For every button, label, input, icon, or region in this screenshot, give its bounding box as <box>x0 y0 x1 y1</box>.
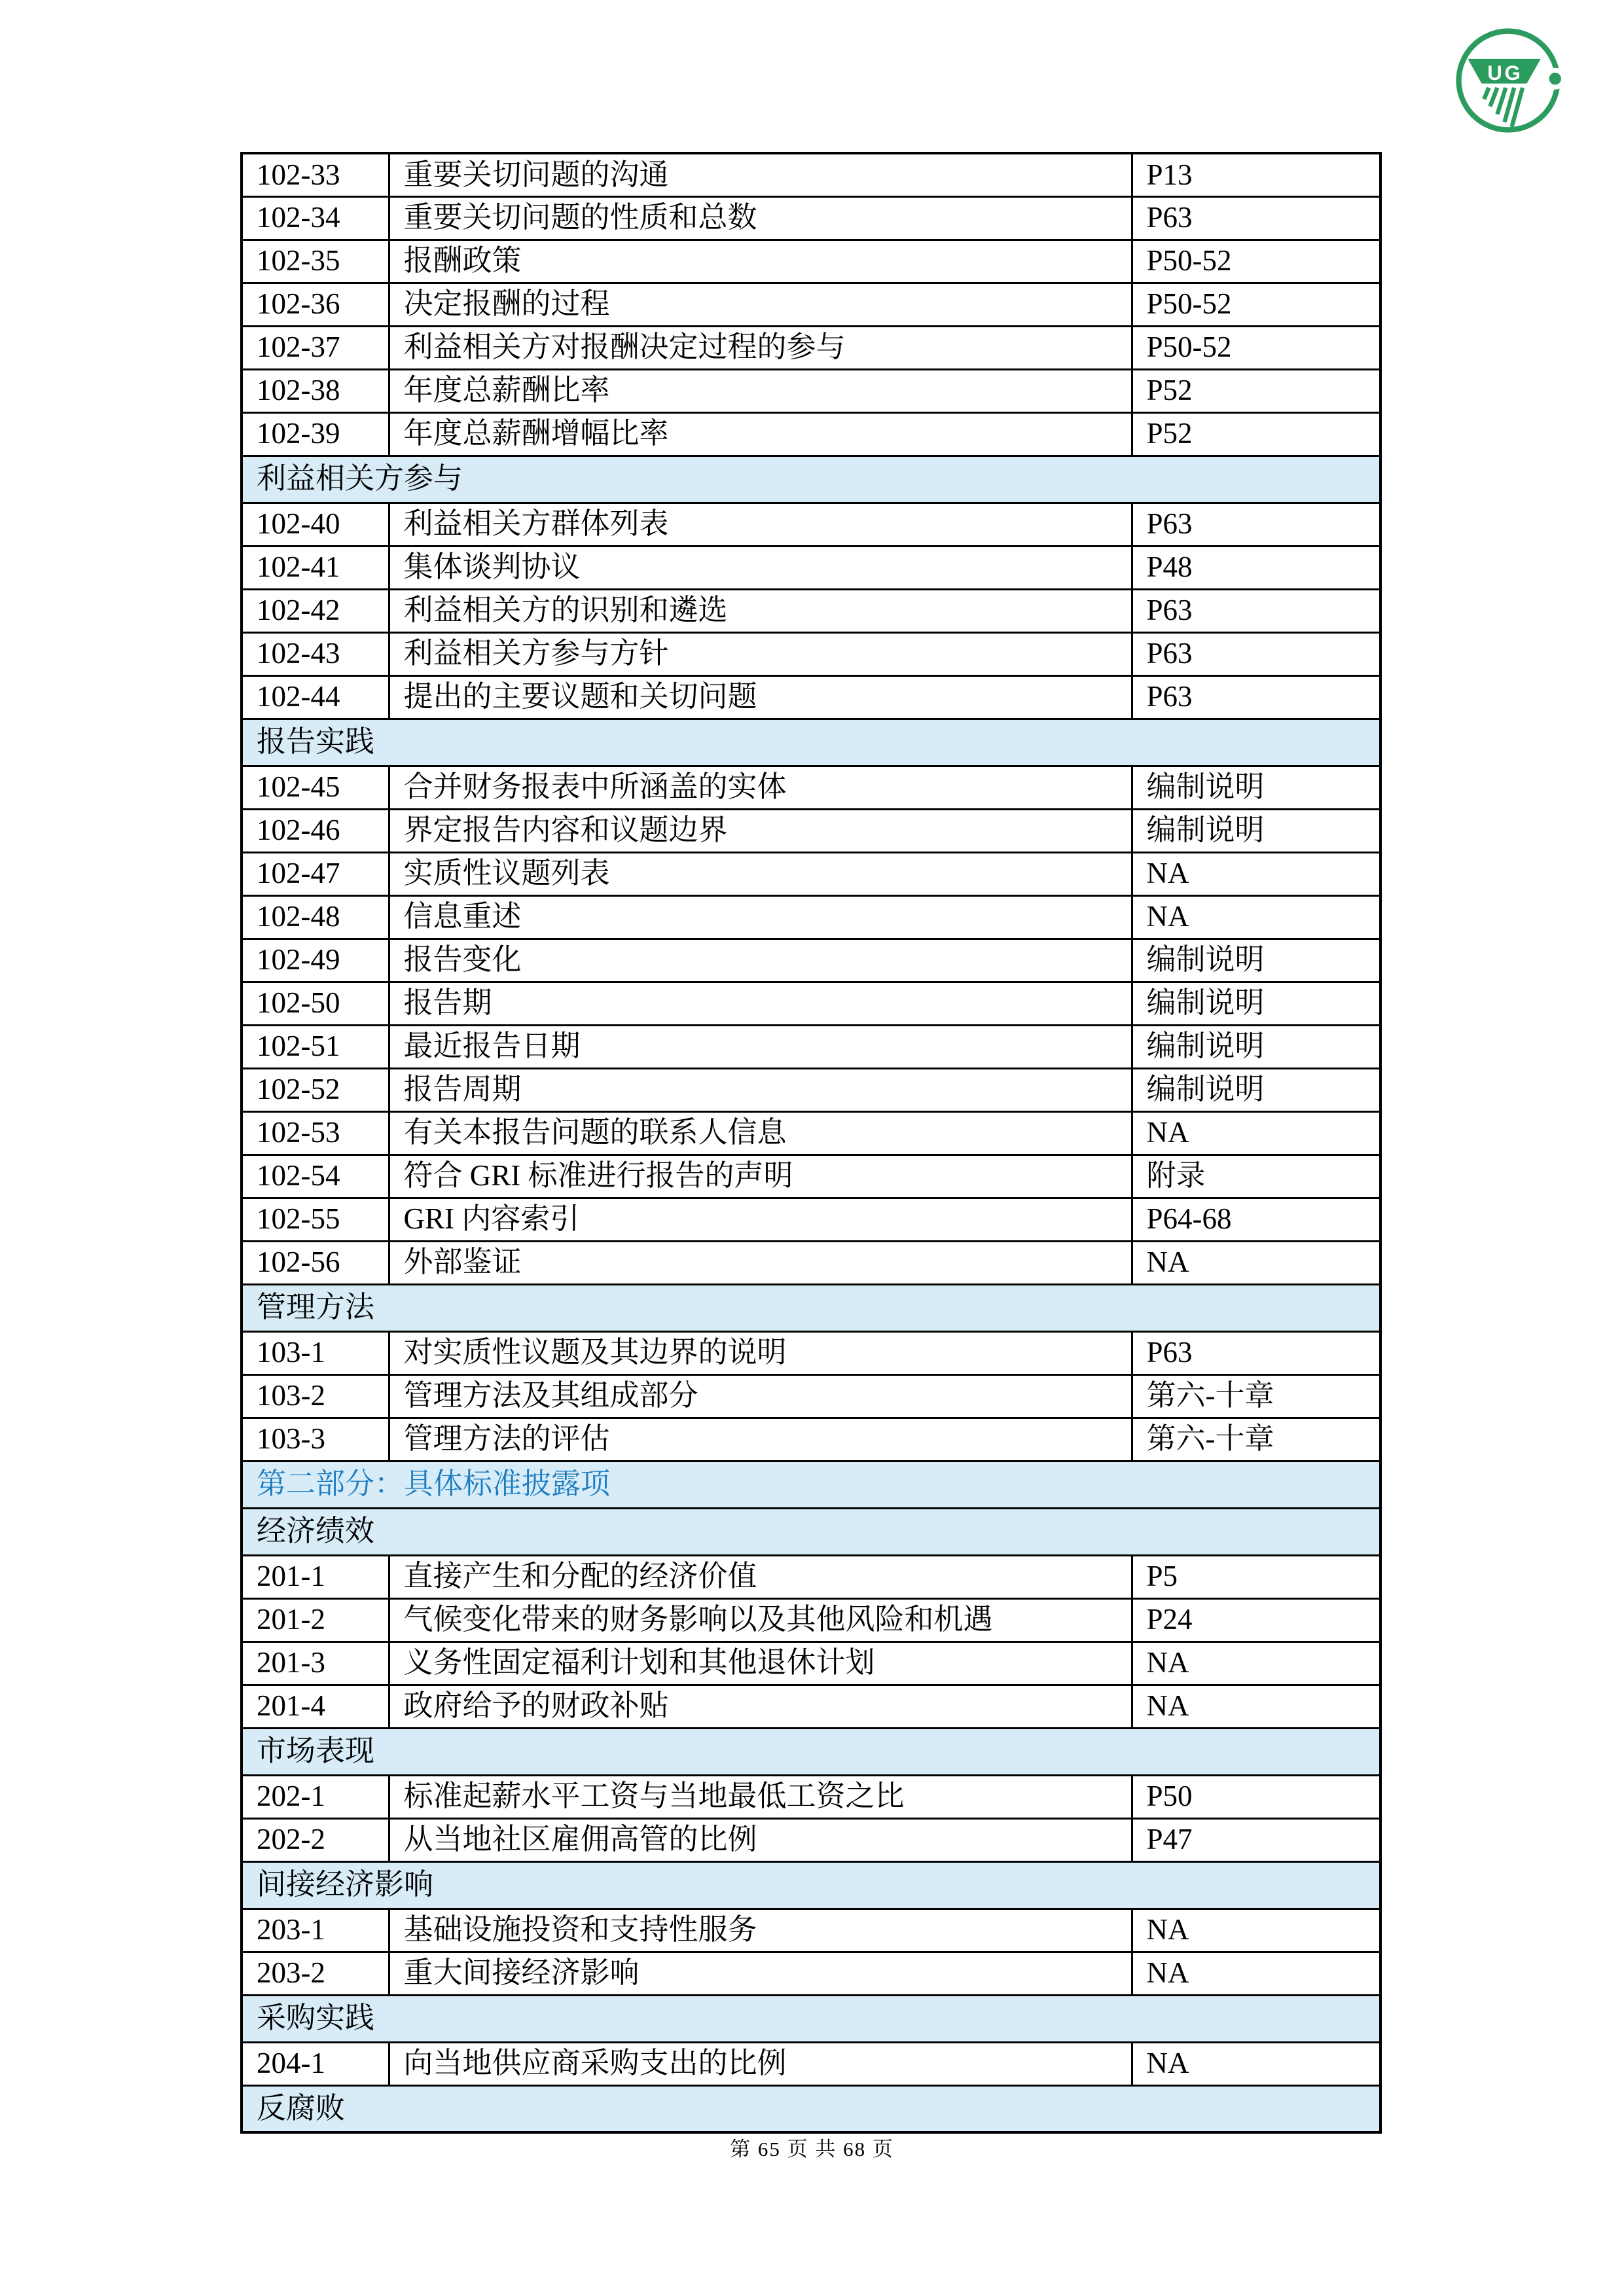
disclosure-code-cell: 204-1 <box>242 2042 389 2085</box>
page-reference-cell: NA <box>1132 1111 1380 1155</box>
disclosure-title-cell: 提出的主要议题和关切问题 <box>389 675 1132 719</box>
table-row <box>242 1068 1380 1111</box>
disclosure-title-cell: 集体谈判协议 <box>389 546 1132 589</box>
section-header-row <box>242 1861 1380 1909</box>
disclosure-title-cell: 信息重述 <box>389 895 1132 939</box>
disclosure-title-cell: 合并财务报表中所涵盖的实体 <box>389 766 1132 809</box>
table-row <box>242 196 1380 240</box>
disclosure-title-cell: 最近报告日期 <box>389 1025 1132 1068</box>
disclosure-code-cell: 103-1 <box>242 1331 389 1374</box>
disclosure-title-cell: 有关本报告问题的联系人信息 <box>389 1111 1132 1155</box>
page-reference-cell: P50-52 <box>1132 240 1380 283</box>
disclosure-title-cell: 管理方法的评估 <box>389 1418 1132 1461</box>
section-header-cell: 间接经济影响 <box>242 1861 1380 1909</box>
table-row <box>242 589 1380 632</box>
disclosure-code-cell: 102-50 <box>242 982 389 1025</box>
disclosure-title-cell: 报酬政策 <box>389 240 1132 283</box>
section-header-row <box>242 1995 1380 2042</box>
section-header-cell: 采购实践 <box>242 1995 1380 2042</box>
disclosure-code-cell: 102-48 <box>242 895 389 939</box>
disclosure-title-cell: 基础设施投资和支持性服务 <box>389 1909 1132 1952</box>
disclosure-code-cell: 102-49 <box>242 939 389 982</box>
page-reference-cell: P5 <box>1132 1555 1380 1598</box>
page-reference-cell: P63 <box>1132 503 1380 546</box>
disclosure-title-cell: 年度总薪酬比率 <box>389 369 1132 412</box>
table-body <box>242 153 1380 2132</box>
disclosure-code-cell: 102-45 <box>242 766 389 809</box>
disclosure-title-cell: 报告变化 <box>389 939 1132 982</box>
disclosure-title-cell: 标准起薪水平工资与当地最低工资之比 <box>389 1775 1132 1818</box>
disclosure-code-cell: 202-2 <box>242 1818 389 1861</box>
page-reference-cell: P52 <box>1132 369 1380 412</box>
section-header-cell: 市场表现 <box>242 1728 1380 1775</box>
disclosure-code-cell: 102-33 <box>242 153 389 196</box>
table-row <box>242 2042 1380 2085</box>
table-row <box>242 1685 1380 1728</box>
section-header-row <box>242 456 1380 503</box>
part-header-cell: 第二部分：具体标准披露项 <box>242 1461 1380 1508</box>
page-reference-cell: P50-52 <box>1132 283 1380 326</box>
table-row <box>242 632 1380 675</box>
disclosure-code-cell: 202-1 <box>242 1775 389 1818</box>
disclosure-code-cell: 102-47 <box>242 852 389 895</box>
page-reference-cell: P63 <box>1132 1331 1380 1374</box>
disclosure-code-cell: 201-1 <box>242 1555 389 1598</box>
disclosure-code-cell: 102-52 <box>242 1068 389 1111</box>
section-header-cell: 经济绩效 <box>242 1508 1380 1555</box>
page-reference-cell: P63 <box>1132 196 1380 240</box>
disclosure-title-cell: 政府给予的财政补贴 <box>389 1685 1132 1728</box>
page-reference-cell: P48 <box>1132 546 1380 589</box>
disclosure-title-cell: 重要关切问题的沟通 <box>389 153 1132 196</box>
page-reference-cell: 编制说明 <box>1132 809 1380 852</box>
disclosure-title-cell: 从当地社区雇佣高管的比例 <box>389 1818 1132 1861</box>
section-header-cell: 反腐败 <box>242 2085 1380 2132</box>
disclosure-code-cell: 201-3 <box>242 1641 389 1685</box>
disclosure-title-cell: 报告周期 <box>389 1068 1132 1111</box>
page-reference-cell: P63 <box>1132 589 1380 632</box>
page-reference-cell: P63 <box>1132 632 1380 675</box>
section-header-cell: 利益相关方参与 <box>242 456 1380 503</box>
page-reference-cell: NA <box>1132 1952 1380 1995</box>
table-row <box>242 1241 1380 1284</box>
section-header-cell: 管理方法 <box>242 1284 1380 1331</box>
disclosure-title-cell: 利益相关方参与方针 <box>389 632 1132 675</box>
page-reference-cell: P13 <box>1132 153 1380 196</box>
disclosure-code-cell: 102-46 <box>242 809 389 852</box>
page-reference-cell: NA <box>1132 1685 1380 1728</box>
disclosure-title-cell: 符合 GRI 标准进行报告的声明 <box>389 1155 1132 1198</box>
disclosure-title-cell: 气候变化带来的财务影响以及其他风险和机遇 <box>389 1598 1132 1641</box>
part-header-row <box>242 1461 1380 1508</box>
disclosure-code-cell: 203-2 <box>242 1952 389 1995</box>
table-row <box>242 809 1380 852</box>
logo-hatch-stripes <box>1484 88 1523 127</box>
page-reference-cell: NA <box>1132 1641 1380 1685</box>
table-row <box>242 1598 1380 1641</box>
table-row <box>242 240 1380 283</box>
table-row <box>242 939 1380 982</box>
disclosure-code-cell: 102-37 <box>242 326 389 369</box>
disclosure-title-cell: 向当地供应商采购支出的比例 <box>389 2042 1132 2085</box>
table-row <box>242 1111 1380 1155</box>
table-row <box>242 1331 1380 1374</box>
table-row <box>242 283 1380 326</box>
section-header-row <box>242 1728 1380 1775</box>
table-row <box>242 675 1380 719</box>
disclosure-title-cell: GRI 内容索引 <box>389 1198 1132 1241</box>
disclosure-code-cell: 201-2 <box>242 1598 389 1641</box>
table-row <box>242 1155 1380 1198</box>
table-row <box>242 1555 1380 1598</box>
page-reference-cell: P47 <box>1132 1818 1380 1861</box>
disclosure-code-cell: 103-2 <box>242 1374 389 1418</box>
disclosure-code-cell: 102-34 <box>242 196 389 240</box>
disclosure-code-cell: 102-35 <box>242 240 389 283</box>
table-row <box>242 1418 1380 1461</box>
table-row <box>242 412 1380 456</box>
page-reference-cell: 编制说明 <box>1132 982 1380 1025</box>
page-reference-cell: 编制说明 <box>1132 1025 1380 1068</box>
page-reference-cell: 第六-十章 <box>1132 1374 1380 1418</box>
table-row <box>242 326 1380 369</box>
table-row <box>242 1641 1380 1685</box>
page-reference-cell: P50 <box>1132 1775 1380 1818</box>
disclosure-code-cell: 203-1 <box>242 1909 389 1952</box>
page-reference-cell: P52 <box>1132 412 1380 456</box>
disclosure-title-cell: 重要关切问题的性质和总数 <box>389 196 1132 240</box>
disclosure-code-cell: 102-36 <box>242 283 389 326</box>
disclosure-code-cell: 102-51 <box>242 1025 389 1068</box>
disclosure-title-cell: 报告期 <box>389 982 1132 1025</box>
section-header-row <box>242 1508 1380 1555</box>
table-row <box>242 503 1380 546</box>
table-row <box>242 1198 1380 1241</box>
page-reference-cell: P24 <box>1132 1598 1380 1641</box>
page-reference-cell: NA <box>1132 852 1380 895</box>
page-reference-cell: P50-52 <box>1132 326 1380 369</box>
table-row <box>242 546 1380 589</box>
disclosure-title-cell: 对实质性议题及其边界的说明 <box>389 1331 1132 1374</box>
disclosure-title-cell: 义务性固定福利计划和其他退休计划 <box>389 1641 1132 1685</box>
disclosure-code-cell: 102-54 <box>242 1155 389 1198</box>
table-row <box>242 766 1380 809</box>
disclosure-title-cell: 利益相关方群体列表 <box>389 503 1132 546</box>
disclosure-code-cell: 102-53 <box>242 1111 389 1155</box>
disclosure-title-cell: 直接产生和分配的经济价值 <box>389 1555 1132 1598</box>
disclosure-code-cell: 102-40 <box>242 503 389 546</box>
page-reference-cell: NA <box>1132 895 1380 939</box>
disclosure-code-cell: 102-39 <box>242 412 389 456</box>
table-row <box>242 1818 1380 1861</box>
page-reference-cell: 编制说明 <box>1132 766 1380 809</box>
company-logo <box>1448 20 1568 141</box>
disclosure-code-cell: 102-43 <box>242 632 389 675</box>
section-header-row <box>242 1284 1380 1331</box>
disclosure-title-cell: 年度总薪酬增幅比率 <box>389 412 1132 456</box>
page-reference-cell: NA <box>1132 1909 1380 1952</box>
table-row <box>242 852 1380 895</box>
gri-content-index-table <box>240 152 1382 2134</box>
page-reference-cell: 编制说明 <box>1132 939 1380 982</box>
disclosure-title-cell: 管理方法及其组成部分 <box>389 1374 1132 1418</box>
page-reference-cell: 第六-十章 <box>1132 1418 1380 1461</box>
section-header-row <box>242 719 1380 766</box>
table-row <box>242 1909 1380 1952</box>
table-row <box>242 1775 1380 1818</box>
table-row <box>242 982 1380 1025</box>
page-reference-cell: P64-68 <box>1132 1198 1380 1241</box>
section-header-row <box>242 2085 1380 2132</box>
disclosure-code-cell: 102-55 <box>242 1198 389 1241</box>
disclosure-title-cell: 实质性议题列表 <box>389 852 1132 895</box>
table-row <box>242 895 1380 939</box>
page-reference-cell: 附录 <box>1132 1155 1380 1198</box>
logo-text: UG <box>1487 62 1523 85</box>
ug-logo-icon <box>1448 20 1568 141</box>
page-reference-cell: NA <box>1132 1241 1380 1284</box>
page-reference-cell: 编制说明 <box>1132 1068 1380 1111</box>
page-footer: 第 65 页 共 68 页 <box>730 2138 894 2161</box>
disclosure-title-cell: 外部鉴证 <box>389 1241 1132 1284</box>
table-row <box>242 1952 1380 1995</box>
table-row <box>242 153 1380 196</box>
disclosure-code-cell: 201-4 <box>242 1685 389 1728</box>
table-row <box>242 1374 1380 1418</box>
page-reference-cell: P63 <box>1132 675 1380 719</box>
disclosure-title-cell: 界定报告内容和议题边界 <box>389 809 1132 852</box>
section-header-cell: 报告实践 <box>242 719 1380 766</box>
disclosure-code-cell: 103-3 <box>242 1418 389 1461</box>
disclosure-title-cell: 利益相关方对报酬决定过程的参与 <box>389 326 1132 369</box>
disclosure-title-cell: 重大间接经济影响 <box>389 1952 1132 1995</box>
disclosure-code-cell: 102-56 <box>242 1241 389 1284</box>
logo-orbit-dot <box>1549 73 1561 84</box>
disclosure-code-cell: 102-38 <box>242 369 389 412</box>
disclosure-title-cell: 利益相关方的识别和遴选 <box>389 589 1132 632</box>
disclosure-title-cell: 决定报酬的过程 <box>389 283 1132 326</box>
disclosure-code-cell: 102-42 <box>242 589 389 632</box>
disclosure-code-cell: 102-44 <box>242 675 389 719</box>
page-reference-cell: NA <box>1132 2042 1380 2085</box>
table-row <box>242 369 1380 412</box>
disclosure-code-cell: 102-41 <box>242 546 389 589</box>
table-row <box>242 1025 1380 1068</box>
